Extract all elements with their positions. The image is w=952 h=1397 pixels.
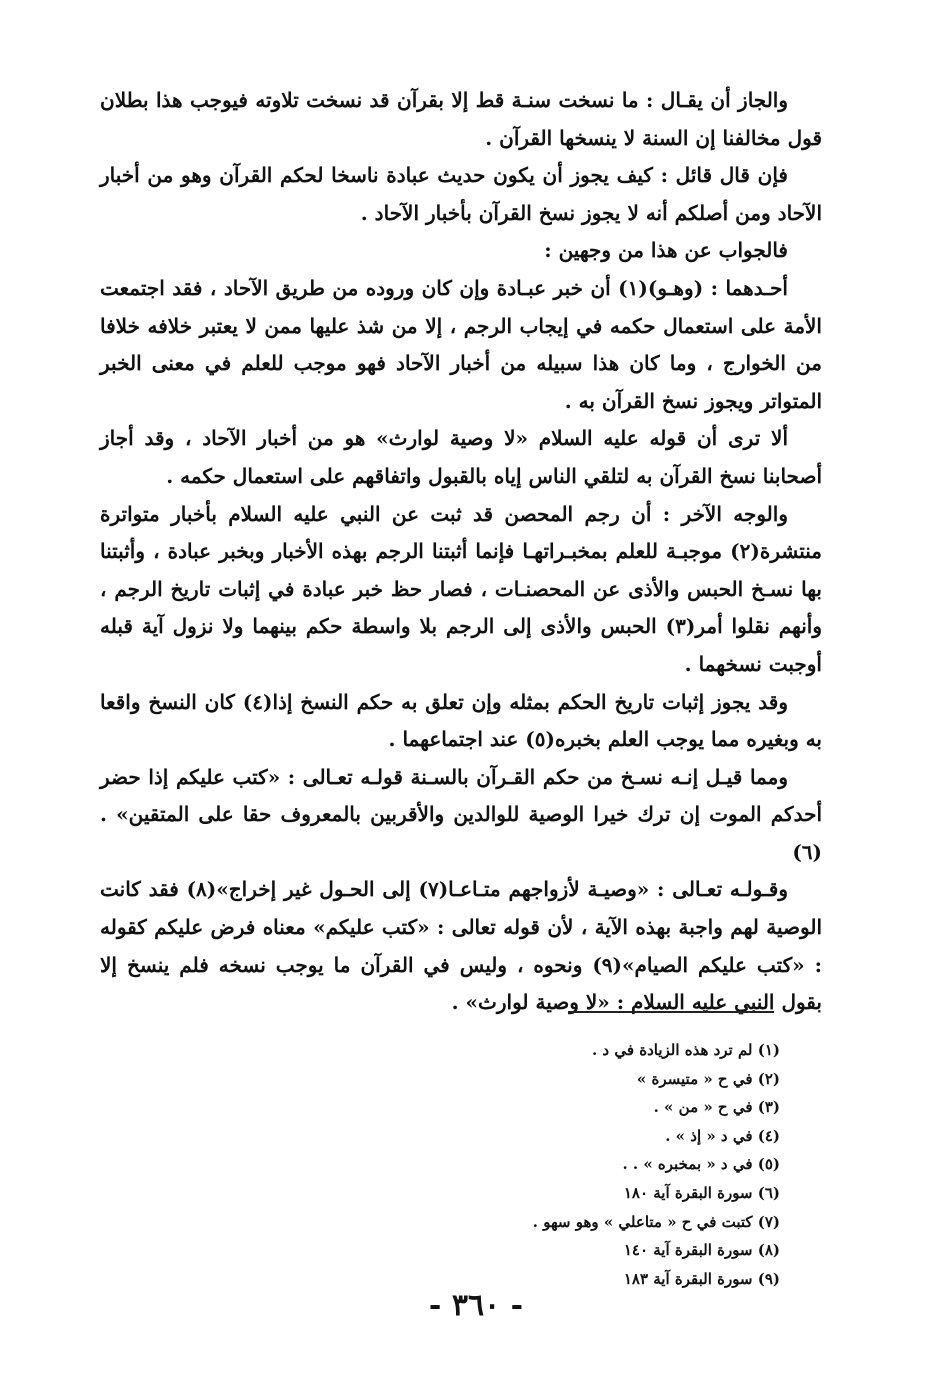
paragraph-5: ألا ترى أن قوله عليه السلام «لا وصية لوارث» هو من أخبار الآحاد ، وقد أجاز أصحابنا نسخ القرآن به لتلقي الناس إياه بالقبول واتفاقهم على استعمال حكمه . <box>100 426 822 488</box>
page-number: - ٣٦٠ - <box>428 1288 524 1323</box>
footnote-item: (١) لم ترد هذه الزيادة في د . <box>591 1041 780 1059</box>
footnote-item: (٨) سورة البقرة آية ١٤٠ <box>623 1241 780 1260</box>
paragraph-2: فإن قال قائل : كيف يجوز أن يكون حديث عبادة ناسخا لحكم القرآن وهو من أخبار الآحاد ومن أصلكم أنه لا يجوز نسخ القرآن بأخبار الآحاد . <box>100 163 822 225</box>
footnote-item: (٧) كتبت في ح « متاعلي » وهو سهو . <box>532 1212 780 1231</box>
footnote-item: (٤) في د « إذ » . <box>665 1126 780 1145</box>
footnote-item: (٥) في د « بمخبره » . . <box>622 1155 780 1174</box>
paragraph-4: أحـدهما : (وهـو)(١) أن خبر عبـادة وإن كان وروده من طريق الآحاد ، فقد اجتمعت الأمة على استعمال حكمه في إيجاب الرجم ، إلا من شذ عليها ممن لا يعتبر خلافه خلافا من الخوارج ، وما كان هذا سبيله من أخبار الآحاد فهو موجب للعلم في معنى الخبر المتواتر ويجوز نسخ القرآن به . <box>100 275 822 413</box>
paragraph-3: فالجواب عن هذا من وجهين : <box>544 238 788 263</box>
paragraph-7: وقد يجوز إثبات تاريخ الحكم بمثله وإن تعلق به حكم النسخ إذا(٤) كان النسخ واقعا به وبغيره مما يوجب العلم بخبره(٥) عند اجتماعهما . <box>100 689 822 752</box>
footnote-item: (٦) سورة البقرة آية ١٨٠ <box>623 1183 780 1202</box>
footnote-divider <box>568 1011 774 1013</box>
footnote-item: (٩) سورة البقرة آية ١٨٣ <box>623 1269 780 1288</box>
main-text <box>100 82 822 1022</box>
paragraph-6: والوجه الآخر : أن رجم المحصن قد ثبت عن النبي عليه السلام بأخبار متواترة منتشرة(٢) موجبـة للعلم بمخبـراتهـا فإنما أثبتنا الرجم بهذه الأخبار وبخبر عبادة ، وأثبتنا بها نسـخ الحبس والأذى عن المحصنـات ، فصار حظ خبر عبادة في إثبات تاريخ الرجم ، وأنهم نقلوا أمر(٣) الحبس والأذى إلى الرجم بلا واسطة حكم بينهما ولا نزول آية قبله أوجبت نسخهما . <box>100 501 822 676</box>
footnote-item: (٢) في ح « متيسرة » <box>636 1069 780 1088</box>
footnotes-list <box>260 1036 780 1293</box>
footnote-item: (٣) في ح « من » . <box>653 1098 780 1117</box>
paragraph-1: والجاز أن يقـال : ما نسخت سنـة قط إلا بقرآن قد نسخت تلاوته فيوجب هذا بطلان قول مخالفنا إن السنة لا ينسخها القرآن . <box>100 88 822 150</box>
paragraph-9: وقـولـه تعـالى : «وصيـة لأزواجهم متـاعـا(٧) إلى الحـول غير إخراج»(٨) فقد كانت الوصية لهم واجبة بهذه الآية ، لأن قوله تعالى : «كتب عليكم» معناه فرض عليكم كقوله : «كتب عليكم الصيام»(٩) ونحوه ، وليس في القرآن ما يوجب نسخه فلم ينسخ إلا بقول النبي عليه السلام : «لا وصية لوارث» . <box>100 877 823 1015</box>
paragraph-8: ومما قيـل إنـه نسـخ من حكم القـرآن بالسـنة قولـه تعـالى : «كتب عليكم إذا حضر أحدكم الموت إن ترك خيرا الوصية للوالدين والأقربين بالمعروف حقا على المتقين» . (٦) <box>100 764 822 864</box>
